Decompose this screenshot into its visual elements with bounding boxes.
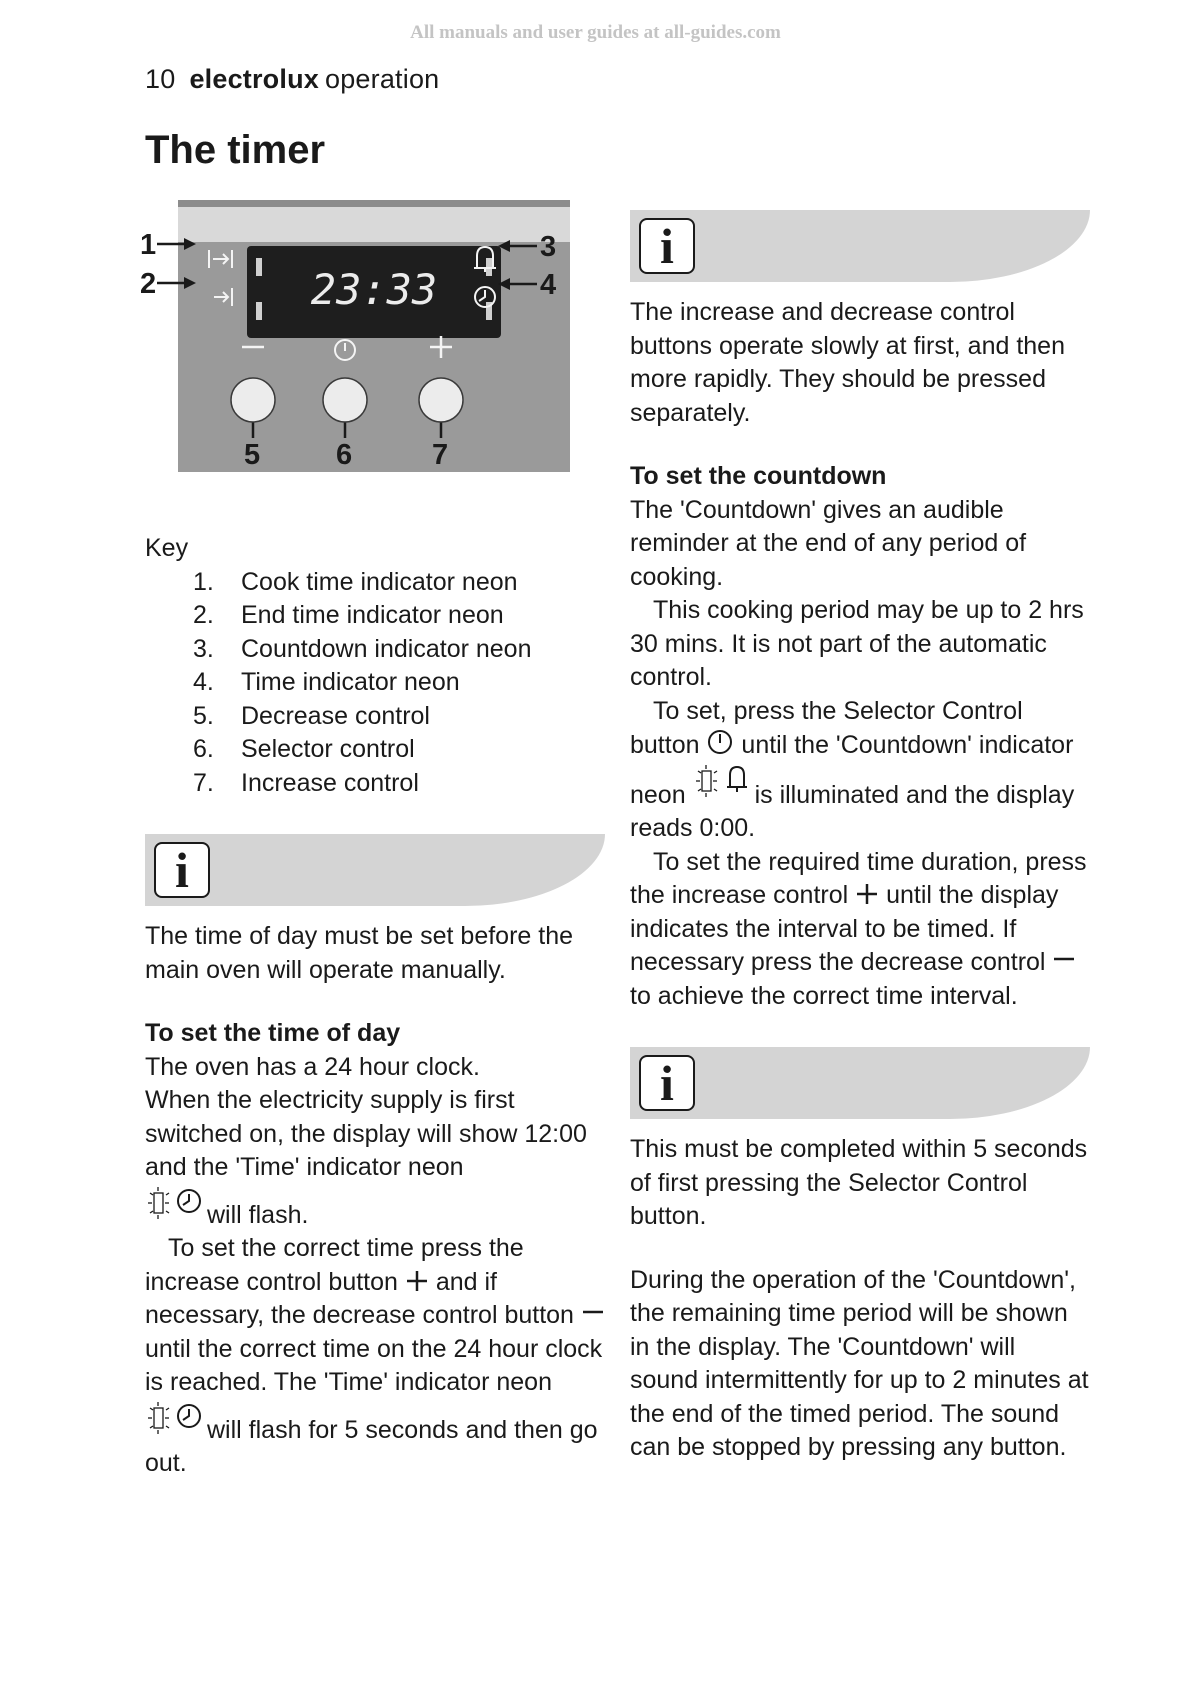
panel-top-strip [178, 207, 570, 242]
list-item: 3. Countdown indicator neon [193, 634, 532, 663]
list-item: 2. End time indicator neon [193, 601, 504, 629]
callout-label-4: 4 [540, 269, 557, 301]
page-title: The timer [145, 128, 326, 172]
section-name: operation [325, 64, 440, 94]
timer-panel-diagram [140, 200, 580, 505]
flashing-bell-icon [693, 763, 755, 801]
panel-top-edge [178, 200, 570, 207]
callout-label-7: 7 [432, 439, 449, 471]
paragraph: To set the correct time press the increase control button and if necessary, the decrease control button until the correct time on the 24 hour clock is reached. The 'Time' indicator neon will flash for 5 seconds and then go out. [145, 1232, 605, 1481]
list-item: 5. Decrease control [193, 701, 430, 730]
decrease-button[interactable] [231, 378, 275, 422]
list-item: 6. Selector control [193, 735, 415, 763]
page-number: 10 [145, 64, 176, 94]
paragraph: When the electricity supply is first switched on, the display will show 12:00 and the 'Time' indicator neon will flash. [145, 1086, 587, 1229]
info-box [630, 1047, 1090, 1119]
brand-name: electrolux [189, 64, 319, 94]
right-column [630, 210, 1090, 1465]
display-time: 23:33 [310, 265, 438, 314]
list-item: 7. Increase control [193, 768, 419, 797]
callout-label-2: 2 [140, 268, 157, 300]
section-heading: To set the time of day [145, 1019, 401, 1047]
minus-icon [1052, 953, 1076, 973]
selector-button[interactable] [323, 378, 367, 422]
info-box [630, 210, 1090, 282]
selector-icon [706, 728, 734, 756]
flashing-clock-icon [145, 1185, 207, 1221]
list-item: 4. Time indicator neon [193, 668, 460, 696]
info-box [145, 834, 605, 906]
info-icon: i [639, 218, 695, 274]
increase-button[interactable] [419, 378, 463, 422]
minus-icon [581, 1306, 605, 1326]
section-heading: To set the countdown [630, 462, 887, 490]
paragraph: The 'Countdown' gives an audible reminder at the end of any period of cooking. [630, 495, 1027, 591]
plus-icon [405, 1269, 429, 1293]
info-note: The time of day must be set before the main oven will operate manually. [145, 922, 574, 984]
key-list [145, 566, 605, 801]
callout-label-6: 6 [336, 439, 353, 471]
plus-icon [855, 882, 879, 906]
callout-label-3: 3 [540, 231, 557, 263]
neon-end-time [256, 302, 262, 320]
paragraph: To set the required time duration, press the increase control until the display indicates the interval to be timed. If necessary press the decrease control to achieve the correct time interval. [630, 847, 1087, 1010]
list-item: 1. Cook time indicator neon [193, 567, 518, 596]
info-icon: i [639, 1055, 695, 1111]
neon-cook-time [256, 258, 262, 276]
info-note: This must be completed within 5 seconds of first pressing the Selector Control button. [630, 1135, 1088, 1230]
paragraph: The oven has a 24 hour clock. [145, 1052, 480, 1081]
watermark: All manuals and user guides at all-guides.com [410, 22, 781, 43]
paragraph: During the operation of the 'Countdown', the remaining time period will be shown in the display. The 'Countdown' will sound intermittently for up to 2 minutes at the end of the timed period. The sound can be stopped by pressing any button. [630, 1265, 1089, 1461]
left-column [145, 532, 605, 1481]
page-header [145, 64, 439, 95]
callout-label-5: 5 [244, 439, 261, 471]
key-label: Key [145, 534, 189, 562]
callout-label-1: 1 [140, 229, 157, 261]
flashing-clock-icon [145, 1400, 207, 1436]
info-icon: i [154, 842, 210, 898]
paragraph: To set, press the Selector Control button until the 'Countdown' indicator neon is illuminated and the display reads 0:00. [630, 696, 1075, 842]
info-note: The increase and decrease control buttons operate slowly at first, and then more rapidly. They should be pressed separately. [630, 298, 1065, 427]
paragraph: This cooking period may be up to 2 hrs 30 mins. It is not part of the automatic control. [630, 596, 1084, 691]
